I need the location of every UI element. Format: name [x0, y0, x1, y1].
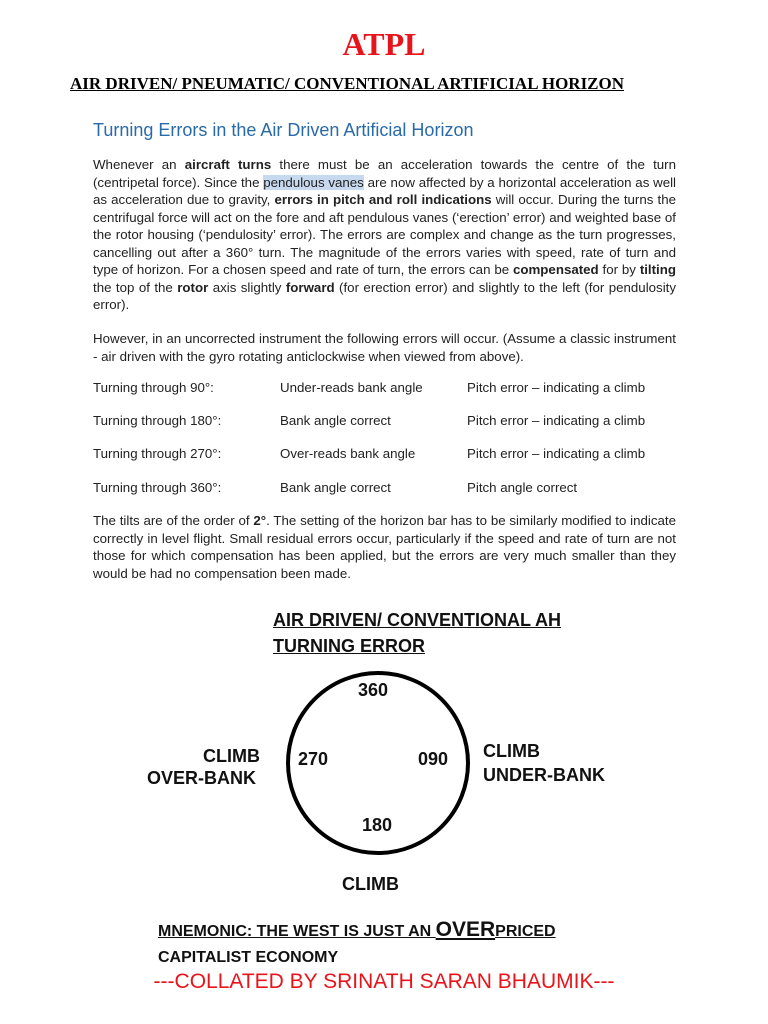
page-title: ATPL — [342, 26, 426, 62]
highlighted-text: pendulous vanes — [263, 174, 364, 190]
right-climb-label: CLIMB — [483, 741, 540, 761]
bank-cell: Under-reads bank angle — [280, 380, 423, 395]
diagram-subtitle: TURNING ERROR — [273, 636, 425, 656]
credit-line: ---COLLATED BY SRINATH SARAN BHAUMIK--- — [153, 970, 615, 993]
paragraph-turn-errors: Whenever an aircraft turns there must be an acceleration towards the centre of the turn (centripetal force). Since the pendulous vanes are now affected by a horizontal acceleration as well as acceleration due to gravity, errors in pitch and roll indications will occur. During the turns the centrifugal force will act on the fore and aft pendulous vanes (‘erection’ error) and weighted base of the rotor housing (‘pendulosity’ error). The errors are complex and change as the turn progresses, cancelling out after a 360° turn. The magnitude of the errors varies with speed, rate of turn and type of horizon. For a chosen speed and rate of turn, the errors can be compensated for by tilting the top of the rotor axis slightly forward (for erection error) and slightly to the left (for pendulosity error). — [93, 157, 677, 312]
mnemonic-line-2: CAPITALIST ECONOMY — [158, 949, 339, 966]
heading-090-label: 090 — [418, 749, 449, 769]
pitch-cell: Pitch error – indicating a climb — [467, 446, 646, 461]
pitch-cell: Pitch error – indicating a climb — [467, 380, 646, 395]
left-climb-label: CLIMB — [203, 746, 260, 766]
page-subtitle: AIR DRIVEN/ PNEUMATIC/ CONVENTIONAL ARTIFICIAL HORIZON — [70, 74, 625, 93]
turn-cell: Turning through 270°: — [93, 446, 222, 461]
bank-cell: Bank angle correct — [280, 413, 391, 428]
bank-cell: Over-reads bank angle — [280, 446, 416, 461]
heading-360-label: 360 — [358, 680, 389, 700]
heading-270-label: 270 — [298, 749, 329, 769]
left-overbank-label: OVER-BANK — [147, 768, 257, 788]
pitch-cell: Pitch angle correct — [467, 480, 578, 495]
bank-cell: Bank angle correct — [280, 480, 391, 495]
turn-cell: Turning through 360°: — [93, 480, 222, 495]
section-heading: Turning Errors in the Air Driven Artificial Horizon — [93, 120, 474, 140]
mnemonic-line: MNEMONIC: THE WEST IS JUST AN OVERPRICED — [158, 918, 556, 941]
bottom-climb-label: CLIMB — [342, 874, 399, 894]
diagram-title: AIR DRIVEN/ CONVENTIONAL AH — [273, 610, 562, 630]
paragraph-uncorrected: However, in an uncorrected instrument the following errors will occur. (Assume a classic instrument - air driven with the gyro rotating anticlockwise when viewed from above). — [93, 331, 676, 364]
paragraph-tilts: The tilts are of the order of 2°. The setting of the horizon bar has to be similarly modified to indicate correctly in level flight. Small residual errors occur, particularly if the speed and rate of turn are not those for which compensation has been applied, but the errors are very much smaller than they would be had no compensation been made. — [93, 513, 677, 581]
turn-cell: Turning through 90°: — [93, 380, 214, 395]
pitch-cell: Pitch error – indicating a climb — [467, 413, 646, 428]
turn-cell: Turning through 180°: — [93, 413, 222, 428]
right-underbank-label: UNDER-BANK — [483, 765, 605, 785]
heading-180-label: 180 — [362, 815, 393, 835]
